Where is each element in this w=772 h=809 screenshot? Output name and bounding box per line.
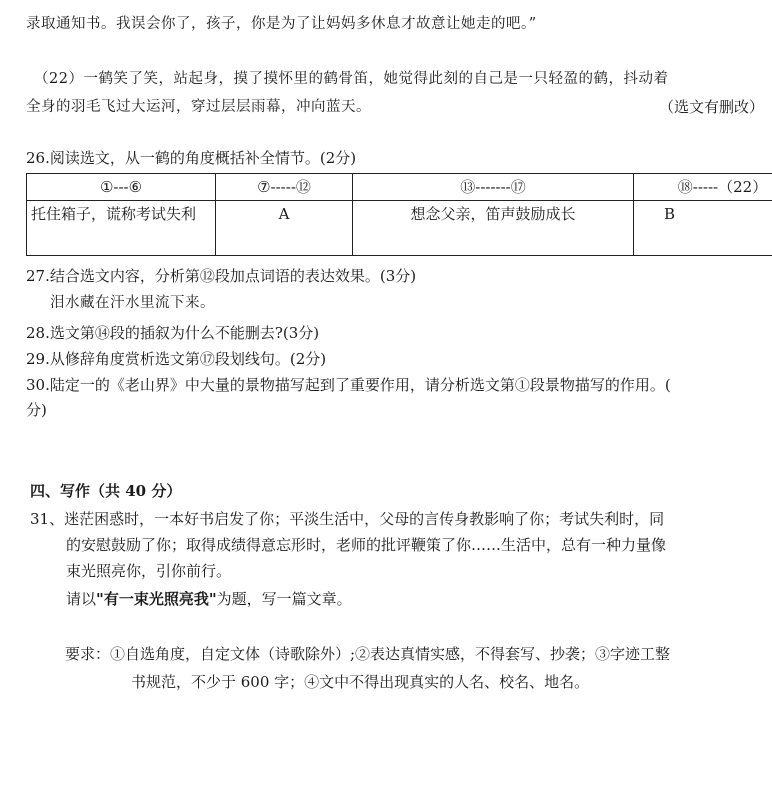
passage-line-3: 全身的羽毛飞过大运河，穿过层层雨幕，冲向蓝天。: [26, 99, 371, 115]
plot-cell-3: 想念父亲，笛声鼓励成长: [353, 201, 634, 256]
passage-line-1: 录取通知书。我误会你了，孩子，你是为了让妈妈多休息才故意让她走的吧。”: [26, 16, 537, 32]
plot-header-1: ①---⑥: [27, 174, 216, 201]
question-30-line-2: 分): [26, 401, 47, 419]
writing-prompt-pre: 请以: [66, 590, 97, 608]
writing-prompt-title: "有一束光照亮我": [96, 590, 217, 608]
plot-table: [26, 173, 772, 256]
plot-table-row: [27, 201, 772, 256]
question-31-line-1: 31、迷茫困惑时，一本好书启发了你；平淡生活中，父母的言传身教影响了你；考试失利时，同: [30, 510, 665, 528]
writing-requirements-line-2: 书规范，不少于 600 字；④文中不得出现真实的人名、校名、地名。: [131, 673, 590, 691]
question-27: 27.结合选文内容，分析第⑫段加点词语的表达效果。(3分): [26, 267, 417, 285]
writing-prompt-post: 为题，写一篇文章。: [216, 590, 352, 608]
plot-table-header-row: [27, 174, 772, 201]
passage-line-2: （22）一鹤笑了笑，站起身，摸了摸怀里的鹤骨笛，她觉得此刻的自己是一只轻盈的鹤，抖动着: [34, 71, 669, 87]
writing-requirements: [65, 640, 765, 696]
writing-prompt: [66, 589, 352, 609]
plot-header-2: ⑦-----⑫: [216, 174, 353, 201]
plot-cell-4: B: [634, 201, 772, 256]
question-27-quote: 泪水藏在汗水里流下来。: [50, 295, 215, 311]
writing-requirements-line-1: 要求：①自选角度，自定文体（诗歌除外）;②表达真情实感，不得套写、抄袭；③字迹工整: [65, 645, 671, 663]
plot-cell-1: 托住箱子，谎称考试失利: [27, 201, 216, 256]
question-29: 29.从修辞角度赏析选文第⑰段划线句。(2分): [26, 350, 327, 368]
plot-header-3: ⑬-------⑰: [353, 174, 634, 201]
question-30-line-1: 30.陆定一的《老山界》中大量的景物描写起到了重要作用，请分析选文第①段景物描写的作用。(: [26, 376, 671, 394]
source-note: （选文有删改）: [658, 98, 764, 116]
question-31-line-3: 束光照亮你，引你前行。: [66, 562, 232, 580]
question-26: 26.阅读选文，从一鹤的角度概括补全情节。(2分): [26, 149, 357, 167]
plot-cell-2: A: [216, 201, 353, 256]
section-4-heading: 四、写作（共 40 分）: [30, 482, 182, 500]
question-31-line-2: 的安慰鼓励了你；取得成绩得意忘形时，老师的批评鞭策了你……生活中，总有一种力量像: [66, 536, 667, 554]
question-28: 28.选文第⑭段的插叙为什么不能删去?(3分): [26, 324, 320, 342]
plot-header-4: ⑱-----（22）: [634, 174, 772, 201]
